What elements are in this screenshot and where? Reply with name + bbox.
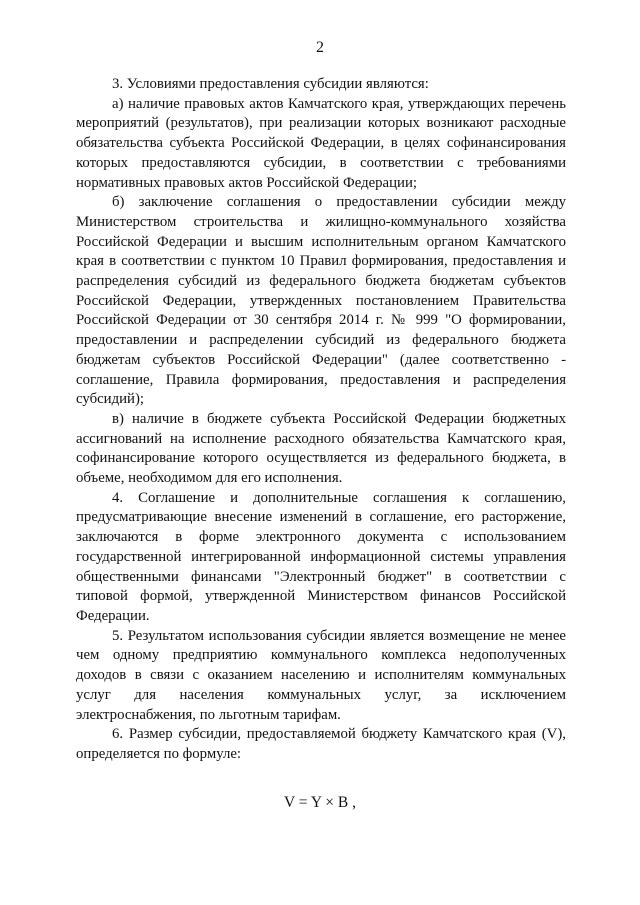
paragraph-4: 4. Соглашение и дополнительные соглашения к соглашению, предусматривающие внесение изменений в соглашение, его расторжение, заключаются в форме электронного документа с использованием государственной интегрированной информационной системы управления общественными финансами "Электронный бюджет" в соответствии с типовой формой, утвержденной Министерством финансов Российской Федерации. <box>76 489 566 624</box>
paragraph-3v: в) наличие в бюджете субъекта Российской Федерации бюджетных ассигнований на исполнение расходного обязательства Камчатского края, софинансирование которого осуществляется из федерального бюджета, в объеме, необходимом для его исполнения. <box>76 410 566 487</box>
paragraph-6: 6. Размер субсидии, предоставляемой бюджету Камчатского края (V), определяется по формуле: <box>76 726 566 762</box>
paragraph-3b: б) заключение соглашения о предоставлении субсидии между Министерством строительства и жилищно-коммунального хозяйства Российской Федерации и высшим исполнительным органом Камчатского края в соответствии с пунктом 10 Правил формирования, предоставления и распределения субсидий из федерального бюджета бюджетам субъектов Российской Федерации, утвержденных постановлением Правительства Российской Федерации от 30 сентября 2014 г. № 999 "О формировании, предоставлении и распределении субсидий из федерального бюджета бюджетам субъектов Российской Федерации" (далее соответственно - соглашение, Правила формирования, предоставления и распределения субсидий); <box>76 194 566 408</box>
page-number: 2 <box>316 39 324 56</box>
subsidy-formula: V = Y × B , <box>283 794 357 811</box>
paragraph-3-conditions: 3. Условиями предоставления субсидии являются: <box>112 76 429 92</box>
paragraph-5: 5. Результатом использования субсидии является возмещение не менее чем одному предприятию коммунального комплекса недополученных доходов в связи с оказанием населению и исполнителям коммунальных услуг для населения коммунальных услуг, за исключением электроснабжения, по льготным тарифам. <box>76 627 566 723</box>
paragraph-3a: а) наличие правовых актов Камчатского края, утверждающих перечень мероприятий (результатов), при реализации которых возникают расходные обязательства субъекта Российской Федерации, в целях софинансирования которых предоставляются субсидии, в соответствии с требованиями нормативных правовых актов Российской Федерации; <box>76 95 566 191</box>
document-body <box>76 75 566 765</box>
